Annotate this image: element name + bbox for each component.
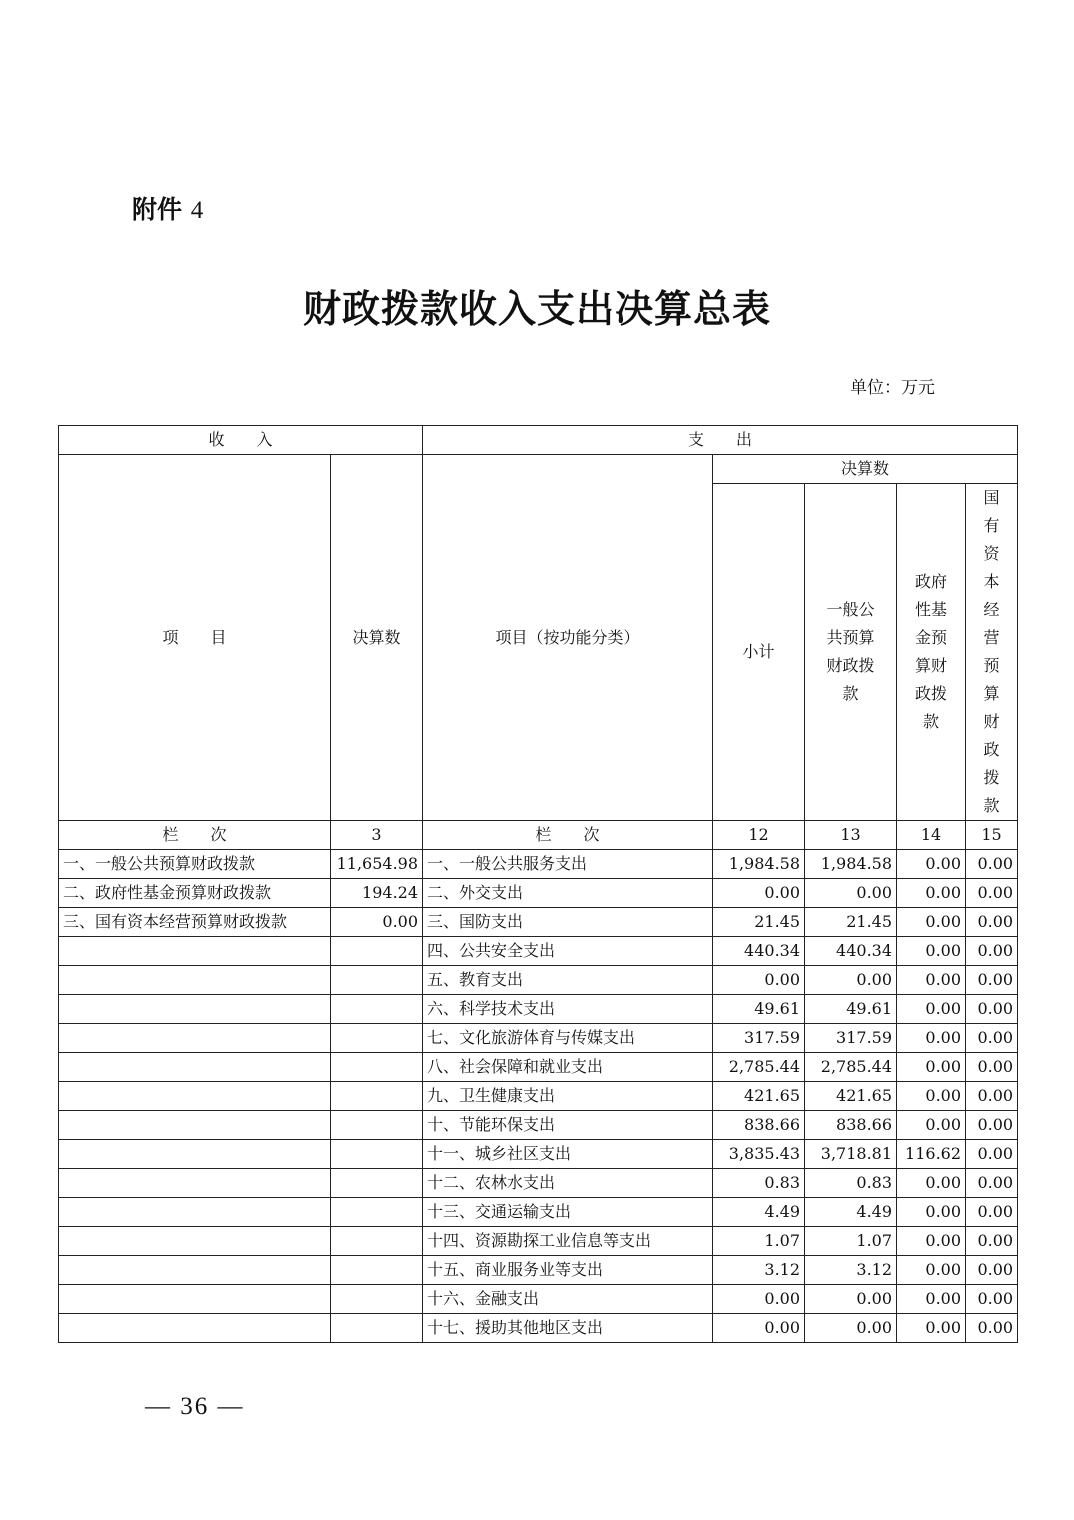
expense-item: 十、节能环保支出 (423, 1111, 713, 1140)
subtotal-value: 49.61 (713, 995, 805, 1024)
idx-15: 15 (966, 821, 1018, 850)
gov-fund-value: 116.62 (897, 1140, 966, 1169)
gov-fund-value: 0.00 (897, 1111, 966, 1140)
subtotal-value: 0.00 (713, 1285, 805, 1314)
income-item (59, 1314, 331, 1343)
general-value: 440.34 (805, 937, 897, 966)
expense-item: 七、文化旅游体育与传媒支出 (423, 1024, 713, 1053)
gov-fund-value: 0.00 (897, 1314, 966, 1343)
state-capital-value: 0.00 (966, 1227, 1018, 1256)
table-row (59, 1198, 1018, 1227)
expense-item: 九、卫生健康支出 (423, 1082, 713, 1111)
gov-fund-value: 0.00 (897, 1024, 966, 1053)
state-capital-value: 0.00 (966, 1082, 1018, 1111)
income-item (59, 1140, 331, 1169)
general-value: 421.65 (805, 1082, 897, 1111)
subtotal-value: 317.59 (713, 1024, 805, 1053)
col-gov-fund-header: 政府性基金预算财政拨款 (897, 484, 966, 821)
gov-fund-value: 0.00 (897, 1053, 966, 1082)
state-capital-value: 0.00 (966, 1024, 1018, 1053)
col-subtotal-header: 小计 (713, 484, 805, 821)
subtotal-value: 0.00 (713, 879, 805, 908)
table-row (59, 1024, 1018, 1053)
gov-fund-value: 0.00 (897, 879, 966, 908)
unit-label: 单位：万元 (850, 378, 935, 398)
gov-fund-value: 0.00 (897, 850, 966, 879)
table-row (59, 1256, 1018, 1285)
idx-14: 14 (897, 821, 966, 850)
income-amount (331, 995, 423, 1024)
lanci-left: 栏 次 (59, 821, 331, 850)
gov-fund-value: 0.00 (897, 1082, 966, 1111)
general-value: 21.45 (805, 908, 897, 937)
subtotal-value: 838.66 (713, 1111, 805, 1140)
page-title: 财政拨款收入支出决算总表 (302, 286, 771, 331)
gov-fund-value: 0.00 (897, 966, 966, 995)
income-item (59, 1227, 331, 1256)
income-amount (331, 966, 423, 995)
gov-fund-value: 0.00 (897, 1198, 966, 1227)
page-number: — 36 — (145, 1393, 245, 1420)
subtotal-value: 440.34 (713, 937, 805, 966)
income-item (59, 1111, 331, 1140)
table-row (59, 966, 1018, 995)
income-amount (331, 1285, 423, 1314)
subtotal-value: 3,835.43 (713, 1140, 805, 1169)
income-item: 二、政府性基金预算财政拨款 (59, 879, 331, 908)
table-row (59, 1314, 1018, 1343)
income-amount (331, 1053, 423, 1082)
income-item: 三、国有资本经营预算财政拨款 (59, 908, 331, 937)
income-item (59, 1053, 331, 1082)
table-row (59, 1140, 1018, 1169)
table-row (59, 1169, 1018, 1198)
income-amount: 194.24 (331, 879, 423, 908)
subtotal-value: 0.00 (713, 1314, 805, 1343)
table-row (59, 879, 1018, 908)
gov-fund-value: 0.00 (897, 1169, 966, 1198)
expense-item: 二、外交支出 (423, 879, 713, 908)
table-row (59, 937, 1018, 966)
subtotal-value: 421.65 (713, 1082, 805, 1111)
gov-fund-value: 0.00 (897, 1256, 966, 1285)
state-capital-value: 0.00 (966, 995, 1018, 1024)
general-value: 317.59 (805, 1024, 897, 1053)
general-value: 0.00 (805, 879, 897, 908)
general-value: 3.12 (805, 1256, 897, 1285)
expense-item: 三、国防支出 (423, 908, 713, 937)
subtotal-value: 2,785.44 (713, 1053, 805, 1082)
state-capital-value: 0.00 (966, 908, 1018, 937)
lanci-right: 栏 次 (423, 821, 713, 850)
gov-fund-value: 0.00 (897, 1227, 966, 1256)
attachment-number: 4 (190, 197, 204, 224)
idx-amount: 3 (331, 821, 423, 850)
col-general-header: 一般公共预算财政拨款 (805, 484, 897, 821)
state-capital-value: 0.00 (966, 1169, 1018, 1198)
state-capital-value: 0.00 (966, 879, 1018, 908)
table-row (59, 1285, 1018, 1314)
col-func-item-header: 项目（按功能分类） (423, 455, 713, 821)
income-item (59, 1082, 331, 1111)
state-capital-value: 0.00 (966, 1256, 1018, 1285)
income-item (59, 1285, 331, 1314)
general-value: 2,785.44 (805, 1053, 897, 1082)
expense-item: 四、公共安全支出 (423, 937, 713, 966)
income-item (59, 1198, 331, 1227)
state-capital-value: 0.00 (966, 850, 1018, 879)
income-item (59, 1024, 331, 1053)
gov-fund-value: 0.00 (897, 937, 966, 966)
gov-fund-value: 0.00 (897, 995, 966, 1024)
expense-item: 十二、农林水支出 (423, 1169, 713, 1198)
subtotal-value: 0.00 (713, 966, 805, 995)
state-capital-value: 0.00 (966, 966, 1018, 995)
income-item: 一、一般公共预算财政拨款 (59, 850, 331, 879)
col-state-capital-header: 国有资本经营预算财政拨款 (966, 484, 1018, 821)
gov-fund-value: 0.00 (897, 908, 966, 937)
income-amount (331, 1314, 423, 1343)
subtotal-value: 1,984.58 (713, 850, 805, 879)
table-row (59, 908, 1018, 937)
general-value: 3,718.81 (805, 1140, 897, 1169)
col-amount-header: 决算数 (331, 455, 423, 821)
income-amount: 11,654.98 (331, 850, 423, 879)
income-header: 收 入 (59, 426, 423, 455)
income-item (59, 995, 331, 1024)
expense-item: 五、教育支出 (423, 966, 713, 995)
expense-item: 六、科学技术支出 (423, 995, 713, 1024)
expense-item: 十七、援助其他地区支出 (423, 1314, 713, 1343)
general-value: 838.66 (805, 1111, 897, 1140)
idx-13: 13 (805, 821, 897, 850)
table-row (59, 850, 1018, 879)
income-item (59, 1256, 331, 1285)
income-amount (331, 1111, 423, 1140)
table-row (59, 1227, 1018, 1256)
subtotal-value: 4.49 (713, 1198, 805, 1227)
income-item (59, 937, 331, 966)
income-amount (331, 1082, 423, 1111)
general-value: 0.00 (805, 1314, 897, 1343)
state-capital-value: 0.00 (966, 1140, 1018, 1169)
expense-item: 十四、资源勘探工业信息等支出 (423, 1227, 713, 1256)
gov-fund-value: 0.00 (897, 1285, 966, 1314)
table-row (59, 1053, 1018, 1082)
income-amount (331, 1256, 423, 1285)
income-item (59, 1169, 331, 1198)
idx-12: 12 (713, 821, 805, 850)
table-body (59, 850, 1018, 1343)
income-amount (331, 1140, 423, 1169)
income-amount (331, 937, 423, 966)
expense-item: 八、社会保障和就业支出 (423, 1053, 713, 1082)
table-row (59, 995, 1018, 1024)
income-amount (331, 1227, 423, 1256)
attachment-label (132, 190, 203, 226)
general-value: 0.83 (805, 1169, 897, 1198)
general-value: 4.49 (805, 1198, 897, 1227)
income-amount (331, 1024, 423, 1053)
col-item-header: 项 目 (59, 455, 331, 821)
general-value: 1,984.58 (805, 850, 897, 879)
expense-header: 支 出 (423, 426, 1018, 455)
expense-item: 十五、商业服务业等支出 (423, 1256, 713, 1285)
general-value: 0.00 (805, 966, 897, 995)
state-capital-value: 0.00 (966, 937, 1018, 966)
income-amount: 0.00 (331, 908, 423, 937)
table-row (59, 1082, 1018, 1111)
income-item (59, 966, 331, 995)
final-header: 决算数 (713, 455, 1018, 484)
state-capital-value: 0.00 (966, 1198, 1018, 1227)
appropriation-table (58, 425, 1018, 1343)
income-amount (331, 1198, 423, 1227)
attachment-label-text: 附件 (132, 195, 183, 224)
general-value: 0.00 (805, 1285, 897, 1314)
subtotal-value: 3.12 (713, 1256, 805, 1285)
table-row (59, 1111, 1018, 1140)
expense-item: 十三、交通运输支出 (423, 1198, 713, 1227)
state-capital-value: 0.00 (966, 1285, 1018, 1314)
general-value: 49.61 (805, 995, 897, 1024)
expense-item: 一、一般公共服务支出 (423, 850, 713, 879)
state-capital-value: 0.00 (966, 1053, 1018, 1082)
general-value: 1.07 (805, 1227, 897, 1256)
state-capital-value: 0.00 (966, 1111, 1018, 1140)
subtotal-value: 0.83 (713, 1169, 805, 1198)
subtotal-value: 1.07 (713, 1227, 805, 1256)
subtotal-value: 21.45 (713, 908, 805, 937)
state-capital-value: 0.00 (966, 1314, 1018, 1343)
income-amount (331, 1169, 423, 1198)
expense-item: 十一、城乡社区支出 (423, 1140, 713, 1169)
expense-item: 十六、金融支出 (423, 1285, 713, 1314)
